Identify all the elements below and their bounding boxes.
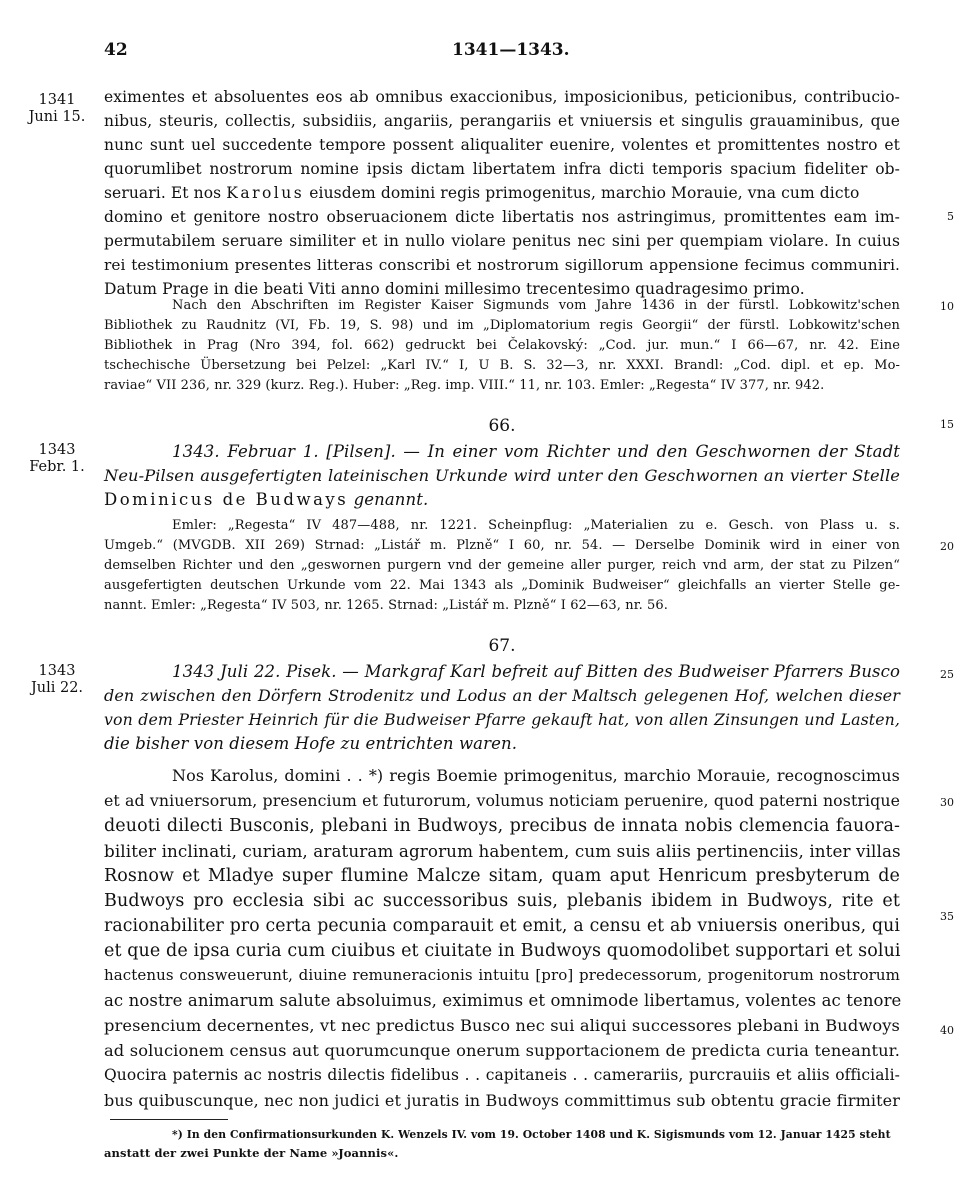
text-line: rei testimonium presentes litteras conscribi et nostrorum sigillorum appensione fecimus communiri. <box>104 256 900 274</box>
margin-date-1-year: 1341 <box>38 92 76 108</box>
note-line: raviae“ VII 236, nr. 329 (kurz. Reg.). Huber: „Reg. imp. VIII.“ 11, nr. 103. Emler: „Regesta“ IV 377, nr. 942. <box>104 378 825 393</box>
note-line: tschechische Übersetzung bei Pelzel: „Karl IV.“ I, U B. S. 32—3, nr. XXXI. Brandl: „Cod. dipl. et ep. Mo- <box>104 358 900 373</box>
text-segment: eiusdem domini regis primogenitus, marchio Morauie, vna cum dicto <box>304 184 860 202</box>
note-line: demselben Richter und den „geswornen purgern vnd der gemeine aller purger, reich vnd arm, der stat zu Pilzen“ <box>104 558 900 573</box>
text-line: quorumlibet nostrorum nomine ipsis dictam libertatem infra dicti temporis spacium fideliter ob- <box>104 160 900 178</box>
text-line: Quocira paternis ac nostris dilectis fidelibus . . capitaneis . . camerariis, purcrauiis et aliis officiali- <box>104 1066 900 1084</box>
line-number: 15 <box>940 418 954 431</box>
note-line: Umgeb.“ (MVGDB. XII 269) Strnad: „Listář m. Plzně“ I 60, nr. 54. — Derselbe Dominik wird in einer von <box>104 538 900 553</box>
margin-date-1 <box>22 92 92 126</box>
text-line: presencium decernentes, vt nec predictus Busco nec sui aliqui successores plebani in Budwoys <box>104 1016 900 1035</box>
margin-date-2-day: Febr. 1. <box>29 459 85 475</box>
text-line: nunc sunt uel succedente tempore possent aliqualiter euenire, volentes et promittentes nostro et <box>104 136 900 154</box>
regest-line: von dem Priester Heinrich für die Budweiser Pfarre gekauft hat, von allen Zinsungen und Lasten, <box>104 710 900 729</box>
person-name: Dominicus de Budways <box>104 490 349 509</box>
note-line: Emler: „Regesta“ IV 487—488, nr. 1221. Scheinpflug: „Materialien zu e. Gesch. von Plass u. s. <box>172 518 900 533</box>
footnote-line: anstatt der zwei Punkte der Name »Joannis«. <box>104 1146 399 1160</box>
line-number: 25 <box>940 668 954 681</box>
note-line: Nach den Abschriften im Register Kaiser Sigmunds vom Jahre 1436 in der fürstl. Lobkowitz'schen <box>172 298 900 313</box>
margin-date-3-year: 1343 <box>38 663 76 679</box>
text-line: Datum Prage in die beati Viti anno domini millesimo trecentesimo quadragesimo primo. <box>104 280 805 298</box>
text-line: Rosnow et Mladye super flumine Malcze sitam, quam aput Henricum presbyterum de <box>104 866 900 886</box>
line-number: 10 <box>940 300 954 313</box>
line-number: 30 <box>940 796 954 809</box>
margin-date-1-day: Juni 15. <box>28 109 86 125</box>
text-segment: seruari. Et nos <box>104 184 227 202</box>
document-number: 67. <box>488 636 516 656</box>
footnote-rule <box>110 1119 228 1120</box>
regest-line: die bisher von diesem Hofe zu entrichten waren. <box>104 734 518 753</box>
text-line: biliter inclinati, curiam, araturam agrorum habentem, cum suis aliis pertinenciis, inter villas <box>104 841 901 861</box>
text-line: et que de ipsa curia cum ciuibus et ciuitate in Budwoys quomodolibet supportari et solui <box>104 941 901 961</box>
text-line: ac nostre animarum salute absoluimus, eximimus et omnimode libertamus, volentes ac tenore <box>104 991 902 1010</box>
footnote-line: *) In den Confirmationsurkunden K. Wenzels IV. vom 19. October 1408 und K. Sigismunds vom 12. Januar 1425 steht <box>172 1128 891 1141</box>
margin-date-2-year: 1343 <box>38 442 76 458</box>
text-line: racionabiliter pro certa pecunia comparauit et emit, a censu et ab vniuersis oneribus, qui <box>104 916 900 936</box>
note-line: Bibliothek in Prag (Nro 394, fol. 662) gedruckt bei Čelakovský: „Cod. jur. mun.“ I 66—67, nr. 42. Eine <box>104 338 900 353</box>
regest-line <box>104 490 900 509</box>
person-name: Karolus <box>226 184 305 202</box>
running-title: 1341—1343. <box>452 40 570 60</box>
line-number: 5 <box>947 210 954 223</box>
text-line: et ad vniuersorum, presencium et futurorum, volumus noticiam peruenire, quod paterni nostrique <box>104 791 900 810</box>
text-line: ad solucionem census aut quorumcunque onerum supportacionem de predicta curia teneantur. <box>104 1041 900 1060</box>
text-line: domino et genitore nostro obseruacionem dicte libertatis nos astringimus, promittentes eam im- <box>104 208 900 226</box>
text-line: permutabilem seruare similiter et in nullo violare penitus nec sini per quempiam violare. In cuius <box>104 232 900 250</box>
text-line <box>104 184 904 202</box>
text-line: eximentes et absoluentes eos ab omnibus exaccionibus, imposicionibus, peticionibus, contribucio- <box>104 88 900 106</box>
margin-date-3-day: Juli 22. <box>30 680 84 696</box>
text-line: bus quibuscunque, nec non judici et juratis in Budwoys committimus sub obtentu gracie firmiter <box>104 1091 900 1110</box>
regest-line: Neu-Pilsen ausgefertigten lateinischen Urkunde wird unter den Geschwornen an vierter Stelle <box>104 466 900 485</box>
regest-line: 1343 Juli 22. Pisek. — Markgraf Karl befreit auf Bitten des Budweiser Pfarrers Busco <box>172 662 900 681</box>
text-line: Nos Karolus, domini . . *) regis Boemie primogenitus, marchio Morauie, recognoscimus <box>172 766 900 785</box>
text-line: Budwoys pro ecclesia sibi ac successoribus suis, plebanis ibidem in Budwoys, rite et <box>104 891 900 911</box>
text-segment: genannt. <box>348 490 429 509</box>
margin-date-3 <box>22 663 92 697</box>
line-number: 20 <box>940 540 954 553</box>
note-line: Bibliothek zu Raudnitz (VI, Fb. 19, S. 98) und im „Diplomatorium regis Georgii“ der fürstl. Lobkowitz'schen <box>104 318 900 333</box>
text-line: deuoti dilecti Busconis, plebani in Budwoys, precibus de innata nobis clemencia fauora- <box>104 816 900 836</box>
text-line: hactenus consweuerunt, diuine remuneracionis intuitu [pro] predecessorum, progenitorum nostrorum <box>104 966 900 984</box>
regest-line: den zwischen den Dörfern Strodenitz und Lodus an der Maltsch gelegenen Hof, welchen dieser <box>104 686 900 705</box>
page-number: 42 <box>104 40 128 60</box>
line-number: 35 <box>940 910 954 923</box>
note-line: nannt. Emler: „Regesta“ IV 503, nr. 1265. Strnad: „Listář m. Plzně“ I 62—63, nr. 56. <box>104 598 669 613</box>
note-line: ausgefertigten deutschen Urkunde vom 22. Mai 1343 als „Dominik Budweiser“ gleichfalls an vierter Stelle ge- <box>104 578 900 593</box>
margin-date-2 <box>22 442 92 476</box>
line-number: 40 <box>940 1024 954 1037</box>
text-line: nibus, steuris, collectis, subsidiis, angariis, perangariis et vniuersis et singulis grauaminibus, que <box>104 112 900 130</box>
document-number: 66. <box>488 416 516 436</box>
regest-line: 1343. Februar 1. [Pilsen]. — In einer vom Richter und den Geschwornen der Stadt <box>172 442 900 461</box>
